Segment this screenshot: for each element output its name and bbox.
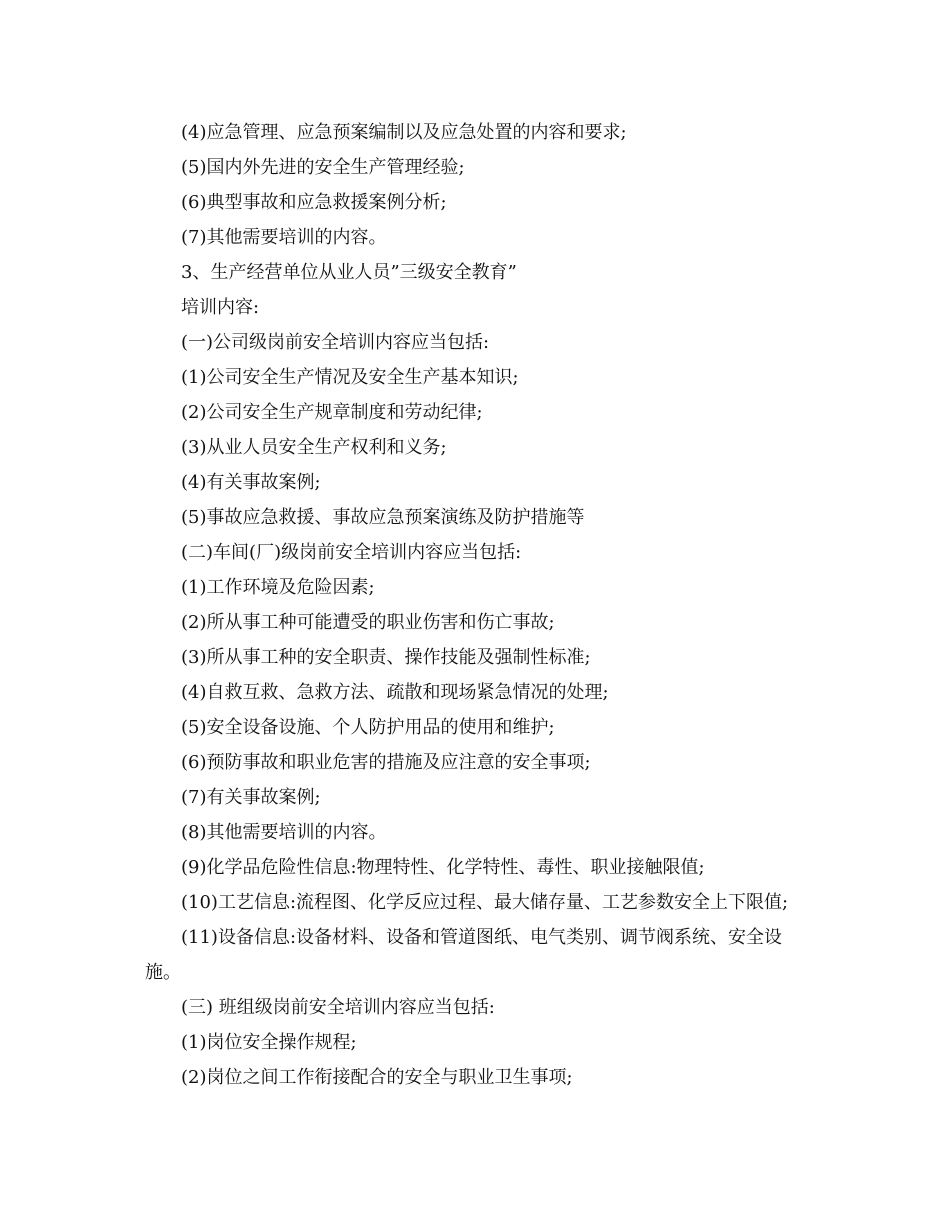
subheading-workshop-level: (二)车间(厂)级岗前安全培训内容应当包括:: [181, 542, 522, 563]
text-line-2: (5)国内外先进的安全生产管理经验;: [181, 157, 465, 178]
text-line-3: (6)典型事故和应急救援案例分析;: [181, 192, 447, 213]
section-heading-3: 3、生产经营单位从业人员”三级安全教育”: [181, 262, 517, 283]
text-line-19: (6)预防事故和职业危害的措施及应注意的安全事项;: [181, 752, 591, 773]
text-line-17: (4)自救互救、急救方法、疏散和现场紧急情况的处理;: [181, 682, 609, 703]
text-line-15: (2)所从事工种可能遭受的职业伤害和伤亡事故;: [181, 612, 555, 633]
text-line-20: (7)有关事故案例;: [181, 787, 321, 808]
text-line-24: (11)设备信息:设备材料、设备和管道图纸、电气类别、调节阀系统、安全设: [181, 927, 783, 948]
document-body: [145, 115, 825, 1095]
text-line-22: (9)化学品危险性信息:物理特性、化学特性、毒性、职业接触限值;: [181, 857, 705, 878]
text-line-9: (2)公司安全生产规章制度和劳动纪律;: [181, 402, 483, 423]
text-line-1: (4)应急管理、应急预案编制以及应急处置的内容和要求;: [181, 122, 627, 143]
subheading-team-level: (三) 班组级岗前安全培训内容应当包括:: [181, 997, 495, 1018]
text-line-4: (7)其他需要培训的内容。: [181, 227, 387, 248]
text-line-10: (3)从业人员安全生产权利和义务;: [181, 437, 447, 458]
text-line-11: (4)有关事故案例;: [181, 472, 321, 493]
text-line-training-content: 培训内容:: [181, 297, 260, 318]
text-line-18: (5)安全设备设施、个人防护用品的使用和维护;: [181, 717, 555, 738]
text-line-14: (1)工作环境及危险因素;: [181, 577, 375, 598]
text-line-12: (5)事故应急救援、事故应急预案演练及防护措施等: [181, 507, 585, 528]
text-line-27: (1)岗位安全操作规程;: [181, 1032, 357, 1053]
subheading-company-level: (一)公司级岗前安全培训内容应当包括:: [181, 332, 490, 353]
text-line-16: (3)所从事工种的安全职责、操作技能及强制性标准;: [181, 647, 591, 668]
text-line-21: (8)其他需要培训的内容。: [181, 822, 387, 843]
text-line-23: (10)工艺信息:流程图、化学反应过程、最大储存量、工艺参数安全上下限值;: [181, 892, 789, 913]
text-line-28: (2)岗位之间工作衔接配合的安全与职业卫生事项;: [181, 1067, 573, 1088]
text-line-8: (1)公司安全生产情况及安全生产基本知识;: [181, 367, 519, 388]
text-line-24-continuation: 施。: [145, 962, 181, 983]
